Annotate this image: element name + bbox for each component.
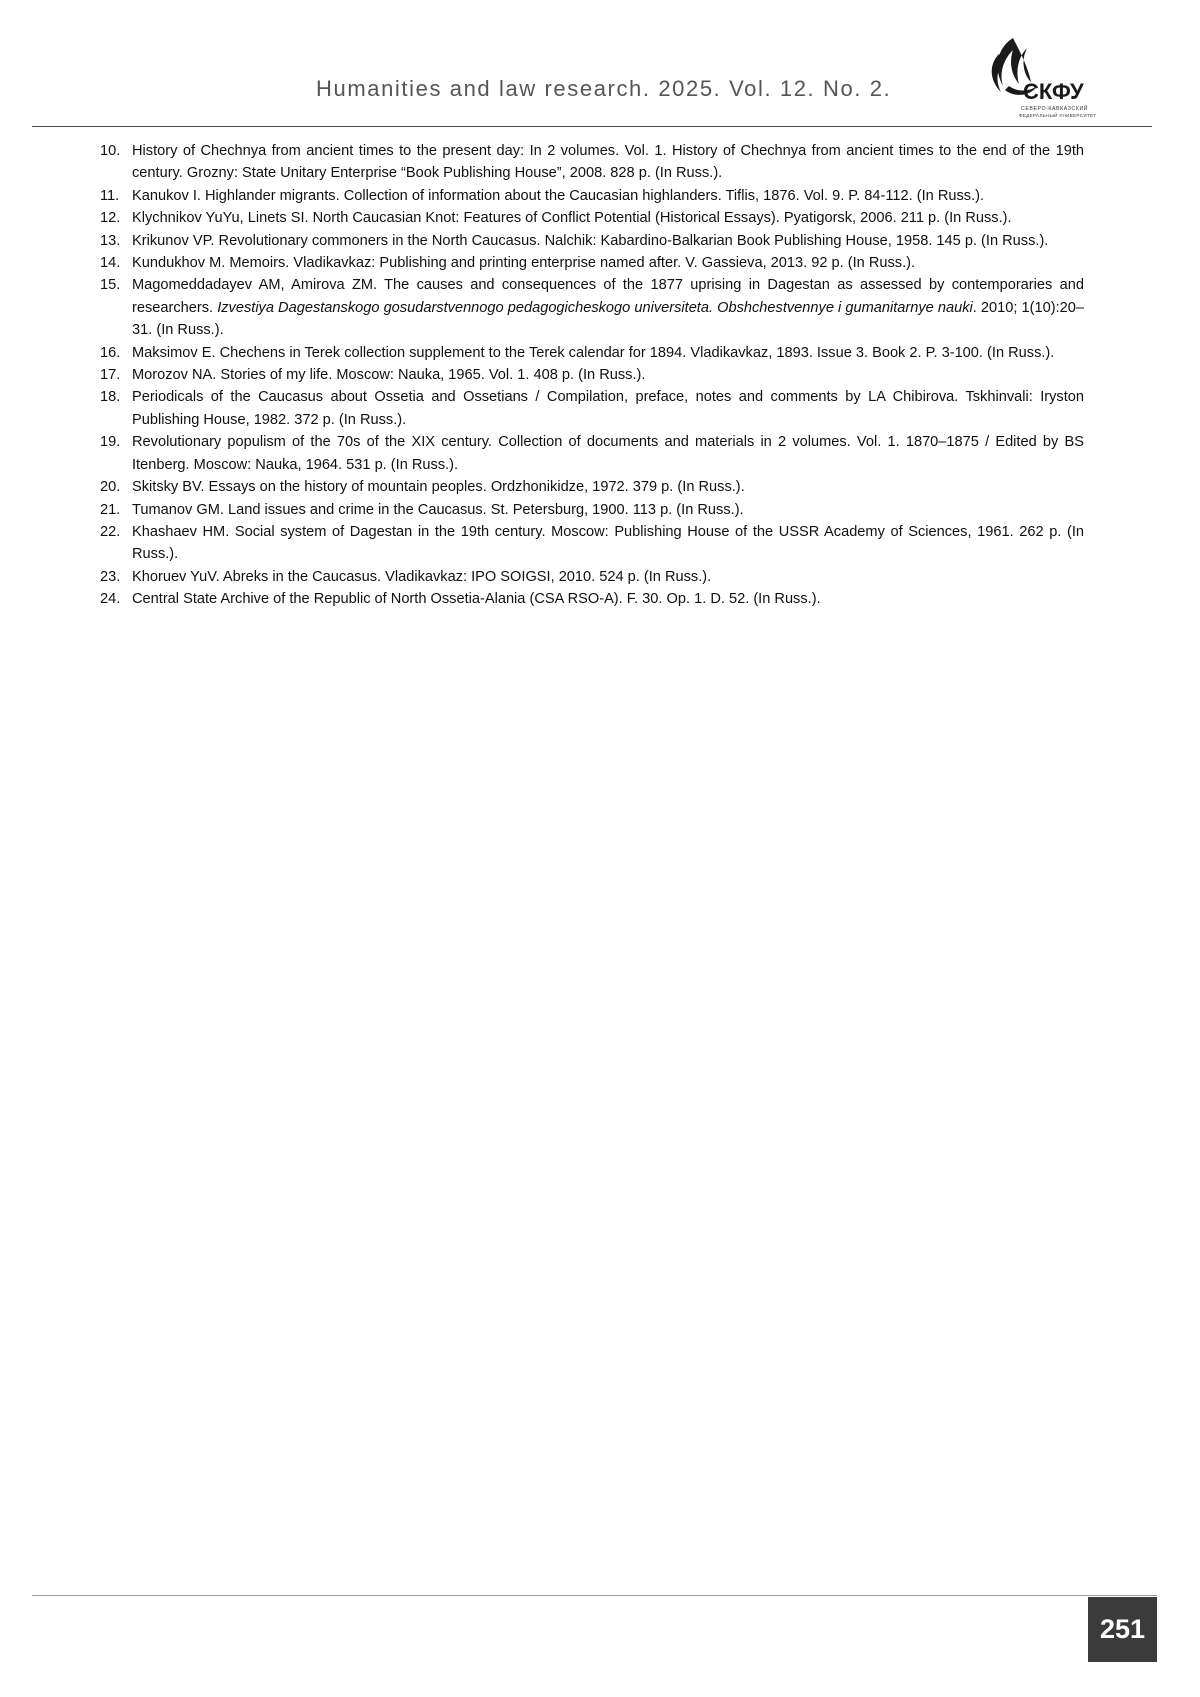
reference-number: 24. [100,591,121,608]
reference-item [100,521,1084,566]
journal-header-title: Humanities and law research. 2025. Vol. 12. No. 2. [316,76,892,101]
reference-number: 12. [100,210,121,227]
logo-subtitle-line1: СЕВЕРО-КАВКАЗСКИЙ [1021,106,1089,112]
reference-item [100,588,1084,610]
reference-list [100,140,1084,611]
reference-text [132,274,1084,341]
reference-text [132,566,1084,588]
reference-item [100,431,1084,476]
reference-number: 13. [100,232,121,249]
reference-number: 20. [100,479,121,496]
reference-number: 23. [100,568,121,585]
reference-item [100,476,1084,498]
reference-item [100,499,1084,521]
reference-body: Kanukov I. Highlander migrants. Collection of information about the Caucasian highlanders. Tiflis, 1876. Vol. 9. P. 84-112. (In Russ.). [132,187,985,204]
reference-item [100,140,1084,185]
reference-body: History of Chechnya from ancient times to the present day: In 2 volumes. Vol. 1. History of Chechnya from ancient times to the end of the 19th century. Grozny: State Unitary Enterprise “Book Publishing House”, 2008. 828 p. (In Russ.). [132,143,1084,182]
reference-body: Klychnikov YuYu, Linets SI. North Caucasian Knot: Features of Conflict Potential (Historical Essays). Pyatigorsk, 2006. 211 p. (In Russ.). [132,210,1012,227]
page-number: 251 [1088,1597,1157,1662]
footer-divider [32,1595,1157,1596]
reference-number: 19. [100,434,121,451]
reference-body: Kundukhov M. Memoirs. Vladikavkaz: Publishing and printing enterprise named after. V. Gassieva, 2013. 92 p. (In Russ.). [132,255,916,272]
reference-item [100,342,1084,364]
reference-text [132,588,1084,610]
reference-tail: . 2010; 1(10):20–31. (In Russ.). [132,299,1084,339]
reference-number: 11. [100,187,120,204]
reference-number: 18. [100,389,121,406]
reference-item [100,230,1084,252]
reference-text [132,431,1084,476]
reference-body: Skitsky BV. Essays on the history of mountain peoples. Ordzhonikidze, 1972. 379 p. (In Russ.). [132,479,745,496]
logo-subtitle-line2: ФЕДЕРАЛЬНЫЙ УНИВЕРСИТЕТ [1019,113,1097,118]
reference-number: 16. [100,344,121,361]
reference-item [100,252,1084,274]
reference-text [132,476,1084,498]
reference-body: Khashaev HM. Social system of Dagestan in the 19th century. Moscow: Publishing House of the USSR Academy of Sciences, 1961. 262 p. (In Russ.). [132,523,1084,563]
reference-body: Magomeddadayev AM, Amirova ZM. The causes and consequences of the 1877 uprising in Dagestan as assessed by contemporaries and researchers. [132,277,1084,316]
reference-text [132,207,1084,229]
reference-text [132,499,1084,521]
reference-number: 22. [100,523,121,540]
reference-item [100,207,1084,229]
reference-item [100,274,1084,341]
reference-text [132,521,1084,566]
reference-text [132,364,1084,386]
reference-number: 17. [100,367,121,384]
reference-item [100,185,1084,207]
reference-item [100,386,1084,431]
reference-text [132,252,1084,274]
reference-number: 10. [100,143,121,159]
reference-item [100,566,1084,588]
reference-body: Krikunov VP. Revolutionary commoners in the North Caucasus. Nalchik: Kabardino-Balkarian Book Publishing House, 1958. 145 p. (In Russ.). [132,232,1049,249]
reference-journal-title: Izvestiya Dagestanskogo gosudarstvennogo pedagogicheskogo universiteta. Obshchestvennye i gumanitarnye nauki [217,299,973,316]
reference-number: 14. [100,255,121,272]
reference-item [100,364,1084,386]
reference-text [132,230,1084,252]
reference-body: Maksimov E. Chechens in Terek collection supplement to the Terek calendar for 1894. Vladikavkaz, 1893. Issue 3. Book 2. P. 3-100. (In Russ.). [132,344,1055,361]
reference-text [132,185,1084,207]
reference-text [132,140,1084,185]
reference-body: Tumanov GM. Land issues and crime in the Caucasus. St. Petersburg, 1900. 113 p. (In Russ.). [132,501,744,518]
reference-body: Revolutionary populism of the 70s of the XIX century. Collection of documents and materials in 2 volumes. Vol. 1. 1870–1875 / Edited by BS Itenberg. Moscow: Nauka, 1964. 531 p. (In Russ.). [132,434,1084,473]
ncfu-logo-icon [975,34,1097,124]
reference-text [132,342,1084,364]
logo-wordmark: СКФУ [1023,79,1084,104]
reference-body: Central State Archive of the Republic of North Ossetia-Alania (CSA RSO-A). F. 30. Op. 1. D. 52. (In Russ.). [132,591,821,608]
reference-number: 15. [100,277,121,294]
reference-number: 21. [100,501,121,518]
reference-body: Periodicals of the Caucasus about Ossetia and Ossetians / Compilation, preface, notes and comments by LA Chibirova. Tskhinvali: Iryston Publishing House, 1982. 372 p. (In Russ.). [132,389,1084,428]
reference-text [132,386,1084,431]
header-divider [32,126,1152,127]
reference-body: Khoruev YuV. Abreks in the Caucasus. Vladikavkaz: IPO SOIGSI, 2010. 524 p. (In Russ.). [132,568,712,585]
reference-body: Morozov NA. Stories of my life. Moscow: Nauka, 1965. Vol. 1. 408 p. (In Russ.). [132,367,646,384]
